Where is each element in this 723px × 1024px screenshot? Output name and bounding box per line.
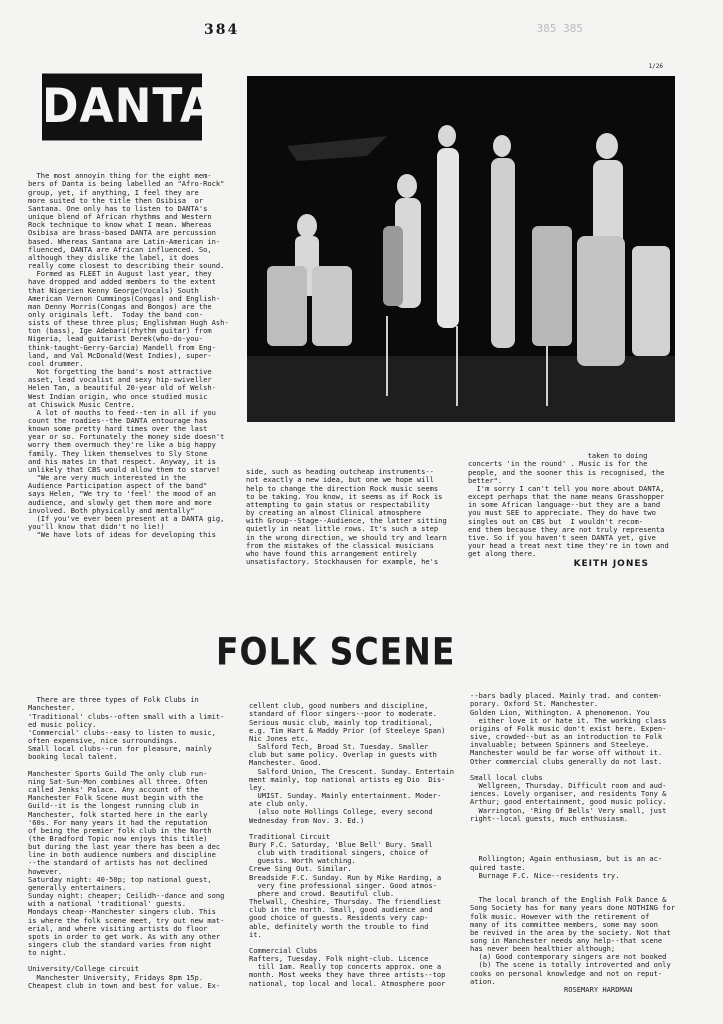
danta-column-3 — [468, 436, 688, 567]
band-photo-illustration — [247, 76, 675, 422]
folk-scene-headline: FOLK SCENE — [216, 629, 456, 674]
danta-column-2 — [246, 452, 466, 574]
danta-col2-text: side, such as heading outcheap instruments-- not exactly a new idea, but one we hope will help to change the direction Rock music seems to be taking. You know, it seems as if Rock is attempting to gain status or respectability by creating an almost Clinical atmosphere with Group--Stage--Audience, the latter sitting quietly in neat little rows. It's such a step in the wrong direction, we should try and learn from the mistakes of the classical musicians who have found this arrangement entirely unsatisfactory. Stockhausen for example, he's — [246, 467, 447, 567]
danta-col1-text: The most annoyin thing for the eight mem- bers of Danta is being labelled an "Afro-Rock" group, yet, if anything, I feel they are more suited to the title then Osibisa or Santana. One only has to listen to DANTA's unique blend of African rhythms and Western Rock technique to know what I mean. Whereas Osibisa are brass-based DANTA are percussion based. Whereas Santana are Latin-American in- fluenced, DANTA are African influenced. So, although they dislike the label, it does really come closest to describing their sound. Formed as FLEET in August last year, they have dropped and added members to the extent that Nigerien Kenny George(Vocals) South American Vernon Cummings(Congas) and English- man Denny Morris(Congas and Bongos) are the only originals left. Today the band con- sists of these three plus; Englishman Hugh Ash- ton (bass), Ige Adebari(rhythm guitar) from Nigeria, lead guitarist Derek(who-do-you- think-taught-Gerry-Garcia) Mandell from Eng- land, and Val McDonald(West Indies), super- cool drummer. Not forgetting the band's most attractive asset, lead vocalist and sexy hip-swiveller Helen Tan, a beautiful 20-year old of Welsh- West Indian origin, who once studied music at Chiswick Music Centre. A lot of mouths to feed--ten in all if you count the roadies--the DANTA entourage has known some pretty hard times over the last year or so. Fortunately the money side doesn't worry them overmuch they're like a big happy family. They liken themselves to Sly Stone and his mates in that respect. Anyway, it is unlikely that CBS would allow them to starve! "We are very much interested in the Audience Participation aspect of the band" says Helen, "We try to 'feel' the mood of an audience, and slowly get them more and more involved. Both physically and mentally" (If you've ever been present at a DANTA gig, you'll know that didn't no lie!) "We have lots of ideas for developing this — [28, 171, 229, 540]
folk-col1-text: There are three types of Folk Clubs in Manchester. 'Traditional' clubs--often small with a limit- ed music policy. 'Commercial' clubs--easy to listen to music, often expensive, nice surroundings. Small local clubs--run for pleasure, mainly booking local talent. Manchester Sports Guild The only club run- ning Sat-Sun-Mon combines all three. Often called Jenks' Palace. Any account of the Manchester Folk Scene must begin with the Guild--it is the longest running club in Manchester, folk started here in the early '60s. For many years it had the reputation of being the premier folk club in the North (the Bradford Topic now enjoys this title) but during the last year there has been a dec line in both audience numbers and discipline --the standard of artists has not declined however. Saturday night: 40-50p; top national guest, generally entertainers. Sunday night: cheaper; Ceilidh--dance and song with a national 'traditional' guests. Mondays cheap--Manchester singers club. This is where the folk scene meet, try out new mat- erial, and where visiting artists do floor spots in order to get work. As with any other singers club the standard varies from night to night. University/College circuit Manchester University, Fridays 8pm 15p. Cheapest club in town and best for value. Ex- — [28, 695, 225, 990]
folk-column-1 — [28, 680, 246, 998]
folk-col2-text: cellent club, good numbers and discipline, standard of floor singers--poor to moderate. Serious music club, mainly top traditional, e.g. Tim Hart & Maddy Prior (of Steeleye Span) Nic Jones etc. Salford Tech, Broad St. Tuesday. Smaller club but same policy. Overlap in guests with Manchester. Good. Salford Union, The Crescent. Sunday. Entertain ment mainly, top national artists eg Dio Dis- ley. UMIST. Sunday. Mainly entertainment. Moder- ate club only. (also note Hollings College, every second Wednesday from Nov. 3. Ed.) Traditional Circuit Bury F.C. Saturday, 'Blue Bell' Bury. Small club with traditional singers, choice of guests. Worth watching. Crewe Sing Out. Similar. Breadside F.C. Sunday. Run by Mike Harding, a very fine professional singer. Good atmos- phere and crowd. Beautiful club. Thelwall, Cheshire, Thursday. The friendliest club in the north. Small, good audience and good choice of guests. Residents very cap- able, definitely worth the trouble to find it. Commercial Clubs Rafters, Tuesday. Folk night-club. Licence till 1am. Really top concerts approx. one a month. Most weeks they have three artists--top national, top local and local. Atmosphere poor — [249, 701, 454, 988]
band-photo — [247, 76, 675, 422]
folk-column-3 — [470, 676, 692, 1002]
danta-col3-text: taken to doing concerts 'in the round' . Music is for the people, and the sooner this is recognised, the better". I'm sorry I can't tell you more about DANTA, except perhaps that the name means Grasshopper in some African language--but they are a band you must SEE to appreciate. They do have two singles out on CBS but I wouldn't recom- end them because they are not truly representa tive. So if you haven't seen DANTA yet, give your head a treat next time they're in town and get along there. — [468, 451, 669, 559]
danta-column-1 — [28, 156, 246, 548]
folk-column-2 — [249, 686, 467, 996]
page-number: 384 — [204, 22, 240, 38]
page-reference-mark: 1/26 — [648, 63, 663, 70]
bleed-through-page-number: 385 385 — [536, 22, 583, 35]
folk-col3-text: --bars badly placed. Mainly trad. and contem- porary. Oxford St. Manchester. Golden Lion, Withington. A phenomenon. You either love it or hate it. The working class origins of Folk music don't exist here. Expen- sive, crowded--but as an introduction to Folk invaluable; between Spinners and Steeleye. Manchester would be far worse off without it. Other commercial clubs generally do not last. Small local clubs Wellgreen, Thursday. Difficult room and aud- iences. Lovely organiser, and residents Tony & Arthur; good entertainment, good music policy. Warrington, 'Ring Of Bells' Very small, just right--local guests, much enthusiasm. Rollington; Again enthusiasm, but is an ac- quired taste. Burnage F.C. Nice--residents try. The local branch of the English Folk Dance & Song Society has for many years done NOTHING for folk music. However with the retirement of many of its committee members, some may soon be revived in the area by the society. Not that song in Manchester needs any help--that scene has never been healthier although; (a) Good contemporary singers are not booked (b) The scene is totally introverted and only cooks on personal knowledge and not on reput- ation. ROSEMARY HARDMAN — [470, 691, 675, 994]
danta-author: KEITH JONES — [573, 559, 649, 569]
danta-headline: DANTA — [42, 74, 202, 141]
